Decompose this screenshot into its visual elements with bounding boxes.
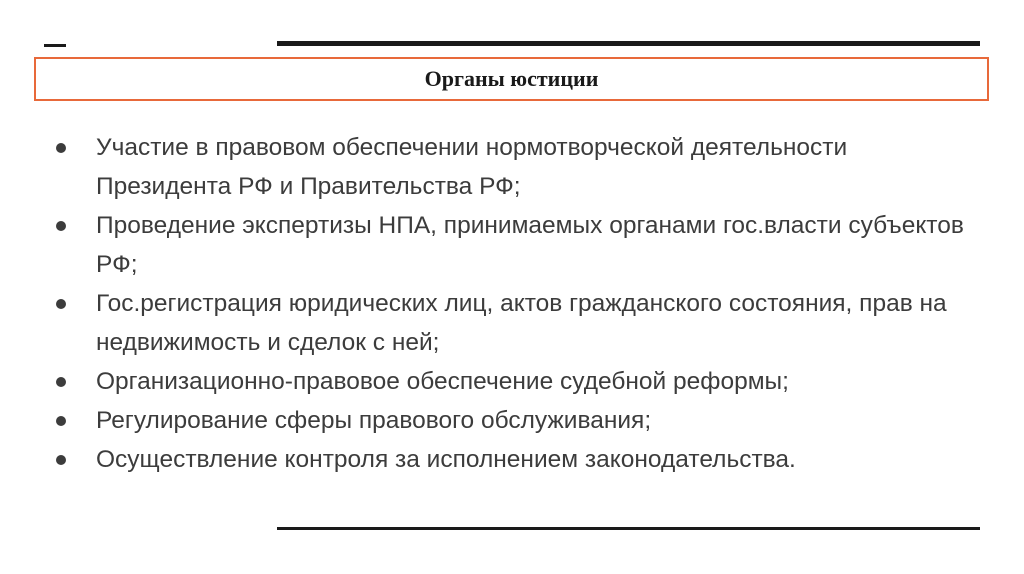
list-item-text: Регулирование сферы правового обслуживания;: [96, 407, 652, 434]
list-item-text: Организационно-правовое обеспечение судебной реформы;: [96, 368, 789, 395]
list-item-text: Гос.регистрация юридических лиц, актов гражданского состояния, прав на недвижимость и сделок с ней;: [96, 290, 947, 356]
list-item: [52, 206, 982, 284]
slide-title: Органы юстиции: [424, 66, 599, 91]
bullet-list: [52, 128, 982, 479]
bottom-rule: [277, 527, 980, 530]
bullet-icon: [56, 143, 66, 153]
list-item-text: Осуществление контроля за исполнением законодательства.: [96, 446, 796, 473]
bullet-icon: [56, 416, 66, 426]
list-item: [52, 362, 982, 401]
list-item: [52, 401, 982, 440]
top-short-rule: [44, 44, 66, 47]
bullet-icon: [56, 377, 66, 387]
bullet-icon: [56, 299, 66, 309]
list-item-text: Участие в правовом обеспечении нормотворческой деятельности Президента РФ и Правительства РФ;: [96, 134, 848, 200]
bullet-icon: [56, 455, 66, 465]
list-item: [52, 284, 982, 362]
list-item: [52, 128, 982, 206]
bullet-icon: [56, 221, 66, 231]
list-item-text: Проведение экспертизы НПА, принимаемых органами гос.власти субъектов РФ;: [96, 212, 964, 278]
top-long-rule: [277, 41, 980, 46]
list-item: [52, 440, 982, 479]
title-box: [34, 57, 989, 101]
